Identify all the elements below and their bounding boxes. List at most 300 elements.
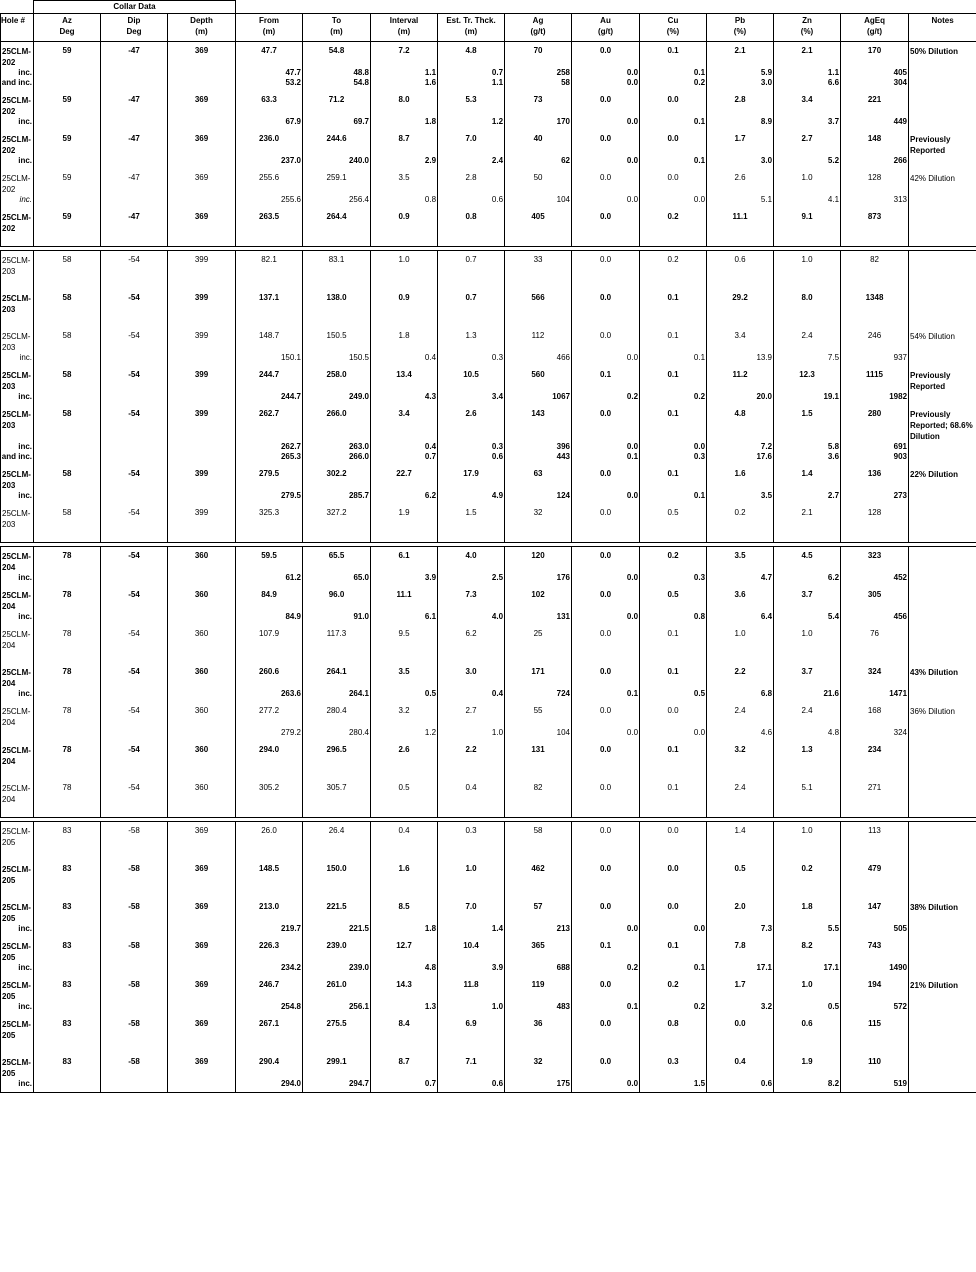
column-header-unit: (m)	[330, 27, 343, 36]
cell-thick: 0.7	[438, 68, 505, 78]
column-header-label: Notes	[931, 16, 954, 25]
cell-notes	[909, 547, 976, 574]
hole-id: 25CLM-205	[1, 822, 34, 861]
empty-cell	[101, 68, 168, 78]
cell-cu: 0.2	[640, 547, 707, 574]
cell-pb: 3.0	[707, 156, 774, 169]
table-row	[1, 898, 976, 924]
empty-cell	[34, 1002, 101, 1015]
table-row	[1, 547, 976, 574]
cell-thick: 4.0	[438, 547, 505, 574]
cell-to: 240.0	[303, 156, 371, 169]
cell-from: 107.9	[236, 625, 303, 663]
cell-au: 0.0	[572, 612, 640, 625]
cell-thick: 1.3	[438, 327, 505, 353]
cell-dip: -58	[101, 1015, 168, 1053]
cell-interval: 9.5	[371, 625, 438, 663]
table-row	[1, 208, 976, 247]
column-header-unit: (m)	[262, 27, 276, 36]
cell-ageq: 271	[841, 779, 909, 818]
table-row	[1, 42, 976, 69]
cell-dip: -58	[101, 937, 168, 963]
empty-cell	[909, 117, 976, 130]
cell-to: 96.0	[303, 586, 371, 612]
empty-cell	[34, 573, 101, 586]
cell-dip: -54	[101, 504, 168, 543]
cell-from: 148.7	[236, 327, 303, 353]
cell-thick: 7.0	[438, 898, 505, 924]
table-subrow	[1, 573, 976, 586]
cell-notes	[909, 251, 976, 290]
cell-from: 150.1	[236, 353, 303, 366]
hole-id: 25CLM-203	[1, 405, 34, 442]
cell-from: 260.6	[236, 663, 303, 689]
cell-to: 150.5	[303, 327, 371, 353]
cell-pb: 29.2	[707, 289, 774, 327]
column-header-az	[34, 14, 101, 42]
cell-interval: 0.9	[371, 208, 438, 247]
cell-ageq: 246	[841, 327, 909, 353]
empty-cell	[168, 924, 236, 937]
cell-au: 0.0	[572, 251, 640, 290]
cell-thick: 17.9	[438, 465, 505, 491]
cell-to: 150.5	[303, 353, 371, 366]
table-subrow	[1, 728, 976, 741]
cell-zn: 17.1	[774, 963, 841, 976]
cell-cu: 0.1	[640, 366, 707, 392]
cell-dip: -47	[101, 42, 168, 69]
cell-cu: 0.1	[640, 68, 707, 78]
column-header-label: To	[331, 16, 342, 25]
empty-cell	[909, 442, 976, 452]
cell-cu: 0.1	[640, 117, 707, 130]
cell-pb: 4.6	[707, 728, 774, 741]
cell-depth: 369	[168, 1015, 236, 1053]
cell-dip: -58	[101, 822, 168, 861]
cell-thick: 3.4	[438, 392, 505, 405]
empty-cell	[101, 573, 168, 586]
cell-zn: 0.6	[774, 1015, 841, 1053]
cell-thick: 0.3	[438, 353, 505, 366]
cell-zn: 8.2	[774, 1079, 841, 1093]
cell-ageq: 1982	[841, 392, 909, 405]
cell-interval: 14.3	[371, 976, 438, 1002]
cell-zn: 3.7	[774, 586, 841, 612]
cell-interval: 1.9	[371, 504, 438, 543]
hole-id: 25CLM-203	[1, 251, 34, 290]
cell-depth: 369	[168, 860, 236, 898]
cell-from: 244.7	[236, 366, 303, 392]
cell-thick: 10.4	[438, 937, 505, 963]
cell-to: 302.2	[303, 465, 371, 491]
cell-az: 58	[34, 366, 101, 392]
cell-interval: 8.5	[371, 898, 438, 924]
table-row	[1, 741, 976, 779]
cell-to: 221.5	[303, 898, 371, 924]
cell-ageq: 1348	[841, 289, 909, 327]
cell-cu: 0.1	[640, 353, 707, 366]
cell-from: 63.3	[236, 91, 303, 117]
hole-id: 25CLM-203	[1, 327, 34, 353]
cell-thick: 11.8	[438, 976, 505, 1002]
column-header-unit: (g/t)	[866, 27, 883, 36]
empty-cell	[101, 612, 168, 625]
hole-id: 25CLM-205	[1, 937, 34, 963]
empty-cell	[34, 612, 101, 625]
column-header-interval	[371, 14, 438, 42]
hole-id: 25CLM-202	[1, 169, 34, 195]
subrow-label	[1, 728, 34, 741]
cell-ag: 688	[505, 963, 572, 976]
cell-zn: 5.4	[774, 612, 841, 625]
cell-interval: 6.2	[371, 491, 438, 504]
cell-interval: 2.6	[371, 741, 438, 779]
cell-cu: 0.0	[640, 822, 707, 861]
cell-ag: 396	[505, 442, 572, 452]
cell-zn: 4.5	[774, 547, 841, 574]
cell-au: 0.0	[572, 208, 640, 247]
column-header-au	[572, 14, 640, 42]
cell-cu: 0.1	[640, 741, 707, 779]
table-row	[1, 465, 976, 491]
cell-notes	[909, 1015, 976, 1053]
cell-from: 294.0	[236, 741, 303, 779]
column-header-unit: (m)	[195, 27, 208, 36]
empty-cell	[101, 442, 168, 452]
cell-ageq: 266	[841, 156, 909, 169]
cell-pb: 1.6	[707, 465, 774, 491]
cell-from: 246.7	[236, 976, 303, 1002]
table-row	[1, 860, 976, 898]
empty-cell	[34, 392, 101, 405]
cell-interval: 22.7	[371, 465, 438, 491]
cell-az: 83	[34, 1015, 101, 1053]
cell-thick: 0.6	[438, 195, 505, 208]
cell-cu: 0.1	[640, 663, 707, 689]
subrow-label: inc.	[1, 353, 34, 366]
column-header-unit: (m)	[397, 27, 411, 36]
cell-interval: 0.7	[371, 1079, 438, 1093]
cell-notes: 54% Dilution	[909, 327, 976, 353]
cell-thick: 2.4	[438, 156, 505, 169]
cell-au: 0.1	[572, 937, 640, 963]
table-row	[1, 822, 976, 861]
hole-id: 25CLM-203	[1, 504, 34, 543]
cell-from: 305.2	[236, 779, 303, 818]
cell-cu: 0.0	[640, 130, 707, 156]
cell-au: 0.0	[572, 1079, 640, 1093]
column-header-label: Pb	[734, 16, 746, 25]
cell-depth: 360	[168, 741, 236, 779]
cell-ag: 102	[505, 586, 572, 612]
cell-au: 0.0	[572, 898, 640, 924]
cell-interval: 4.8	[371, 963, 438, 976]
cell-au: 0.0	[572, 924, 640, 937]
cell-interval: 13.4	[371, 366, 438, 392]
cell-ageq: 873	[841, 208, 909, 247]
cell-thick: 7.1	[438, 1053, 505, 1079]
cell-cu: 0.2	[640, 251, 707, 290]
hole-id: 25CLM-204	[1, 663, 34, 689]
empty-cell	[34, 924, 101, 937]
cell-cu: 0.2	[640, 392, 707, 405]
cell-ag: 82	[505, 779, 572, 818]
cell-depth: 360	[168, 663, 236, 689]
cell-ageq: 168	[841, 702, 909, 728]
hole-id: 25CLM-204	[1, 625, 34, 663]
cell-zn: 7.5	[774, 353, 841, 366]
cell-az: 59	[34, 169, 101, 195]
cell-ageq: 113	[841, 822, 909, 861]
cell-ag: 124	[505, 491, 572, 504]
cell-pb: 5.1	[707, 195, 774, 208]
empty-cell	[101, 353, 168, 366]
subrow-label: inc.	[1, 924, 34, 937]
empty-cell	[909, 573, 976, 586]
cell-zn: 4.1	[774, 195, 841, 208]
cell-dip: -54	[101, 625, 168, 663]
cell-pb: 0.6	[707, 251, 774, 290]
column-header-label: Cu	[667, 16, 679, 25]
subrow-label: inc.	[1, 117, 34, 130]
cell-az: 83	[34, 822, 101, 861]
cell-zn: 1.0	[774, 169, 841, 195]
cell-ag: 462	[505, 860, 572, 898]
cell-interval: 0.5	[371, 779, 438, 818]
cell-thick: 0.3	[438, 442, 505, 452]
cell-pb: 2.4	[707, 779, 774, 818]
cell-from: 254.8	[236, 1002, 303, 1015]
cell-notes: Previously Reported; 68.6% Dilution	[909, 405, 976, 442]
empty-cell	[909, 452, 976, 465]
cell-ageq: 147	[841, 898, 909, 924]
cell-ageq: 194	[841, 976, 909, 1002]
cell-interval: 1.2	[371, 728, 438, 741]
cell-ag: 258	[505, 68, 572, 78]
cell-pb: 2.6	[707, 169, 774, 195]
cell-to: 264.1	[303, 689, 371, 702]
table-row	[1, 976, 976, 1002]
cell-cu: 0.1	[640, 625, 707, 663]
cell-au: 0.0	[572, 169, 640, 195]
cell-pb: 6.8	[707, 689, 774, 702]
cell-au: 0.0	[572, 573, 640, 586]
subrow-label: inc.	[1, 392, 34, 405]
cell-au: 0.0	[572, 78, 640, 91]
cell-au: 0.0	[572, 1015, 640, 1053]
cell-zn: 0.2	[774, 860, 841, 898]
empty-cell	[101, 117, 168, 130]
cell-zn: 1.3	[774, 741, 841, 779]
cell-pb: 2.4	[707, 702, 774, 728]
subrow-label: inc.	[1, 963, 34, 976]
cell-cu: 0.3	[640, 452, 707, 465]
column-header-label: Az	[62, 16, 72, 25]
cell-dip: -54	[101, 779, 168, 818]
cell-to: 264.4	[303, 208, 371, 247]
table-subrow	[1, 442, 976, 452]
cell-interval: 1.3	[371, 1002, 438, 1015]
cell-au: 0.0	[572, 442, 640, 452]
cell-ag: 405	[505, 208, 572, 247]
cell-au: 0.2	[572, 392, 640, 405]
table-subrow	[1, 156, 976, 169]
column-header-thick	[438, 14, 505, 42]
empty-cell	[34, 442, 101, 452]
column-header-label: Est. Tr. Thck.	[446, 16, 496, 25]
cell-to: 256.4	[303, 195, 371, 208]
cell-to: 266.0	[303, 452, 371, 465]
cell-zn: 2.1	[774, 42, 841, 69]
subrow-label: inc.	[1, 689, 34, 702]
cell-ag: 104	[505, 728, 572, 741]
cell-au: 0.0	[572, 91, 640, 117]
cell-ag: 55	[505, 702, 572, 728]
table-row	[1, 937, 976, 963]
cell-depth: 369	[168, 91, 236, 117]
cell-ag: 566	[505, 289, 572, 327]
column-header-zn	[774, 14, 841, 42]
empty-cell	[168, 78, 236, 91]
table-row	[1, 366, 976, 392]
cell-from: 47.7	[236, 42, 303, 69]
cell-notes: 43% Dilution	[909, 663, 976, 689]
cell-ageq: 743	[841, 937, 909, 963]
cell-from: 213.0	[236, 898, 303, 924]
cell-ag: 483	[505, 1002, 572, 1015]
cell-cu: 0.3	[640, 1053, 707, 1079]
cell-zn: 8.2	[774, 937, 841, 963]
empty-cell	[34, 728, 101, 741]
table-row	[1, 702, 976, 728]
cell-au: 0.0	[572, 195, 640, 208]
cell-au: 0.0	[572, 779, 640, 818]
cell-ag: 724	[505, 689, 572, 702]
cell-ag: 120	[505, 547, 572, 574]
cell-zn: 3.6	[774, 452, 841, 465]
cell-interval: 3.5	[371, 169, 438, 195]
cell-cu: 0.2	[640, 78, 707, 91]
cell-dip: -47	[101, 169, 168, 195]
cell-cu: 0.1	[640, 491, 707, 504]
cell-from: 277.2	[236, 702, 303, 728]
subrow-label: inc.	[1, 573, 34, 586]
cell-to: 280.4	[303, 702, 371, 728]
cell-ag: 119	[505, 976, 572, 1002]
cell-ageq: 449	[841, 117, 909, 130]
empty-cell	[34, 195, 101, 208]
cell-ageq: 221	[841, 91, 909, 117]
column-header-ageq	[841, 14, 909, 42]
hole-id: 25CLM-205	[1, 898, 34, 924]
empty-cell	[101, 689, 168, 702]
cell-ag: 170	[505, 117, 572, 130]
empty-cell	[909, 491, 976, 504]
empty-cell	[168, 1002, 236, 1015]
cell-notes	[909, 937, 976, 963]
cell-depth: 360	[168, 702, 236, 728]
cell-au: 0.0	[572, 663, 640, 689]
cell-from: 279.5	[236, 465, 303, 491]
collar-data-group-label: Collar Data	[34, 1, 236, 14]
cell-pb: 3.5	[707, 491, 774, 504]
cell-pb: 20.0	[707, 392, 774, 405]
cell-zn: 3.4	[774, 91, 841, 117]
cell-cu: 0.5	[640, 586, 707, 612]
empty-cell	[909, 195, 976, 208]
hole-id: 25CLM-202	[1, 42, 34, 69]
cell-to: 261.0	[303, 976, 371, 1002]
column-header-unit: Deg	[126, 27, 142, 36]
empty-cell	[101, 1002, 168, 1015]
cell-interval: 0.8	[371, 195, 438, 208]
cell-zn: 2.1	[774, 504, 841, 543]
column-header-from	[236, 14, 303, 42]
cell-az: 58	[34, 327, 101, 353]
cell-thick: 4.0	[438, 612, 505, 625]
cell-depth: 369	[168, 208, 236, 247]
cell-cu: 0.0	[640, 702, 707, 728]
cell-zn: 0.5	[774, 1002, 841, 1015]
hole-id: 25CLM-202	[1, 91, 34, 117]
cell-to: 266.0	[303, 405, 371, 442]
empty-cell	[909, 68, 976, 78]
hole-id: 25CLM-202	[1, 130, 34, 156]
cell-to: 48.8	[303, 68, 371, 78]
cell-to: 294.7	[303, 1079, 371, 1093]
cell-zn: 1.8	[774, 898, 841, 924]
cell-thick: 4.8	[438, 42, 505, 69]
cell-ag: 104	[505, 195, 572, 208]
cell-thick: 0.6	[438, 452, 505, 465]
cell-from: 234.2	[236, 963, 303, 976]
cell-pb: 1.4	[707, 822, 774, 861]
cell-from: 279.2	[236, 728, 303, 741]
cell-from: 263.5	[236, 208, 303, 247]
column-header-label: Au	[600, 16, 611, 25]
hole-id: 25CLM-204	[1, 547, 34, 574]
cell-cu: 0.8	[640, 1015, 707, 1053]
column-header-unit: (m)	[464, 27, 478, 36]
cell-to: 26.4	[303, 822, 371, 861]
cell-ageq: 1115	[841, 366, 909, 392]
column-header-label: AgEq	[864, 16, 885, 25]
cell-from: 263.6	[236, 689, 303, 702]
cell-to: 91.0	[303, 612, 371, 625]
cell-ageq: 305	[841, 586, 909, 612]
cell-ag: 443	[505, 452, 572, 465]
column-header-cu	[640, 14, 707, 42]
empty-cell	[909, 78, 976, 91]
cell-dip: -58	[101, 1053, 168, 1079]
cell-zn: 21.6	[774, 689, 841, 702]
cell-dip: -54	[101, 702, 168, 728]
empty-cell	[168, 156, 236, 169]
empty-cell	[909, 612, 976, 625]
cell-az: 78	[34, 625, 101, 663]
cell-zn: 5.8	[774, 442, 841, 452]
cell-au: 0.0	[572, 728, 640, 741]
cell-notes	[909, 208, 976, 247]
column-header-label: Zn	[802, 16, 812, 25]
cell-notes	[909, 289, 976, 327]
cell-au: 0.0	[572, 42, 640, 69]
table-subrow	[1, 924, 976, 937]
cell-cu: 0.0	[640, 195, 707, 208]
cell-depth: 399	[168, 465, 236, 491]
cell-ageq: 323	[841, 547, 909, 574]
hole-id: 25CLM-204	[1, 702, 34, 728]
